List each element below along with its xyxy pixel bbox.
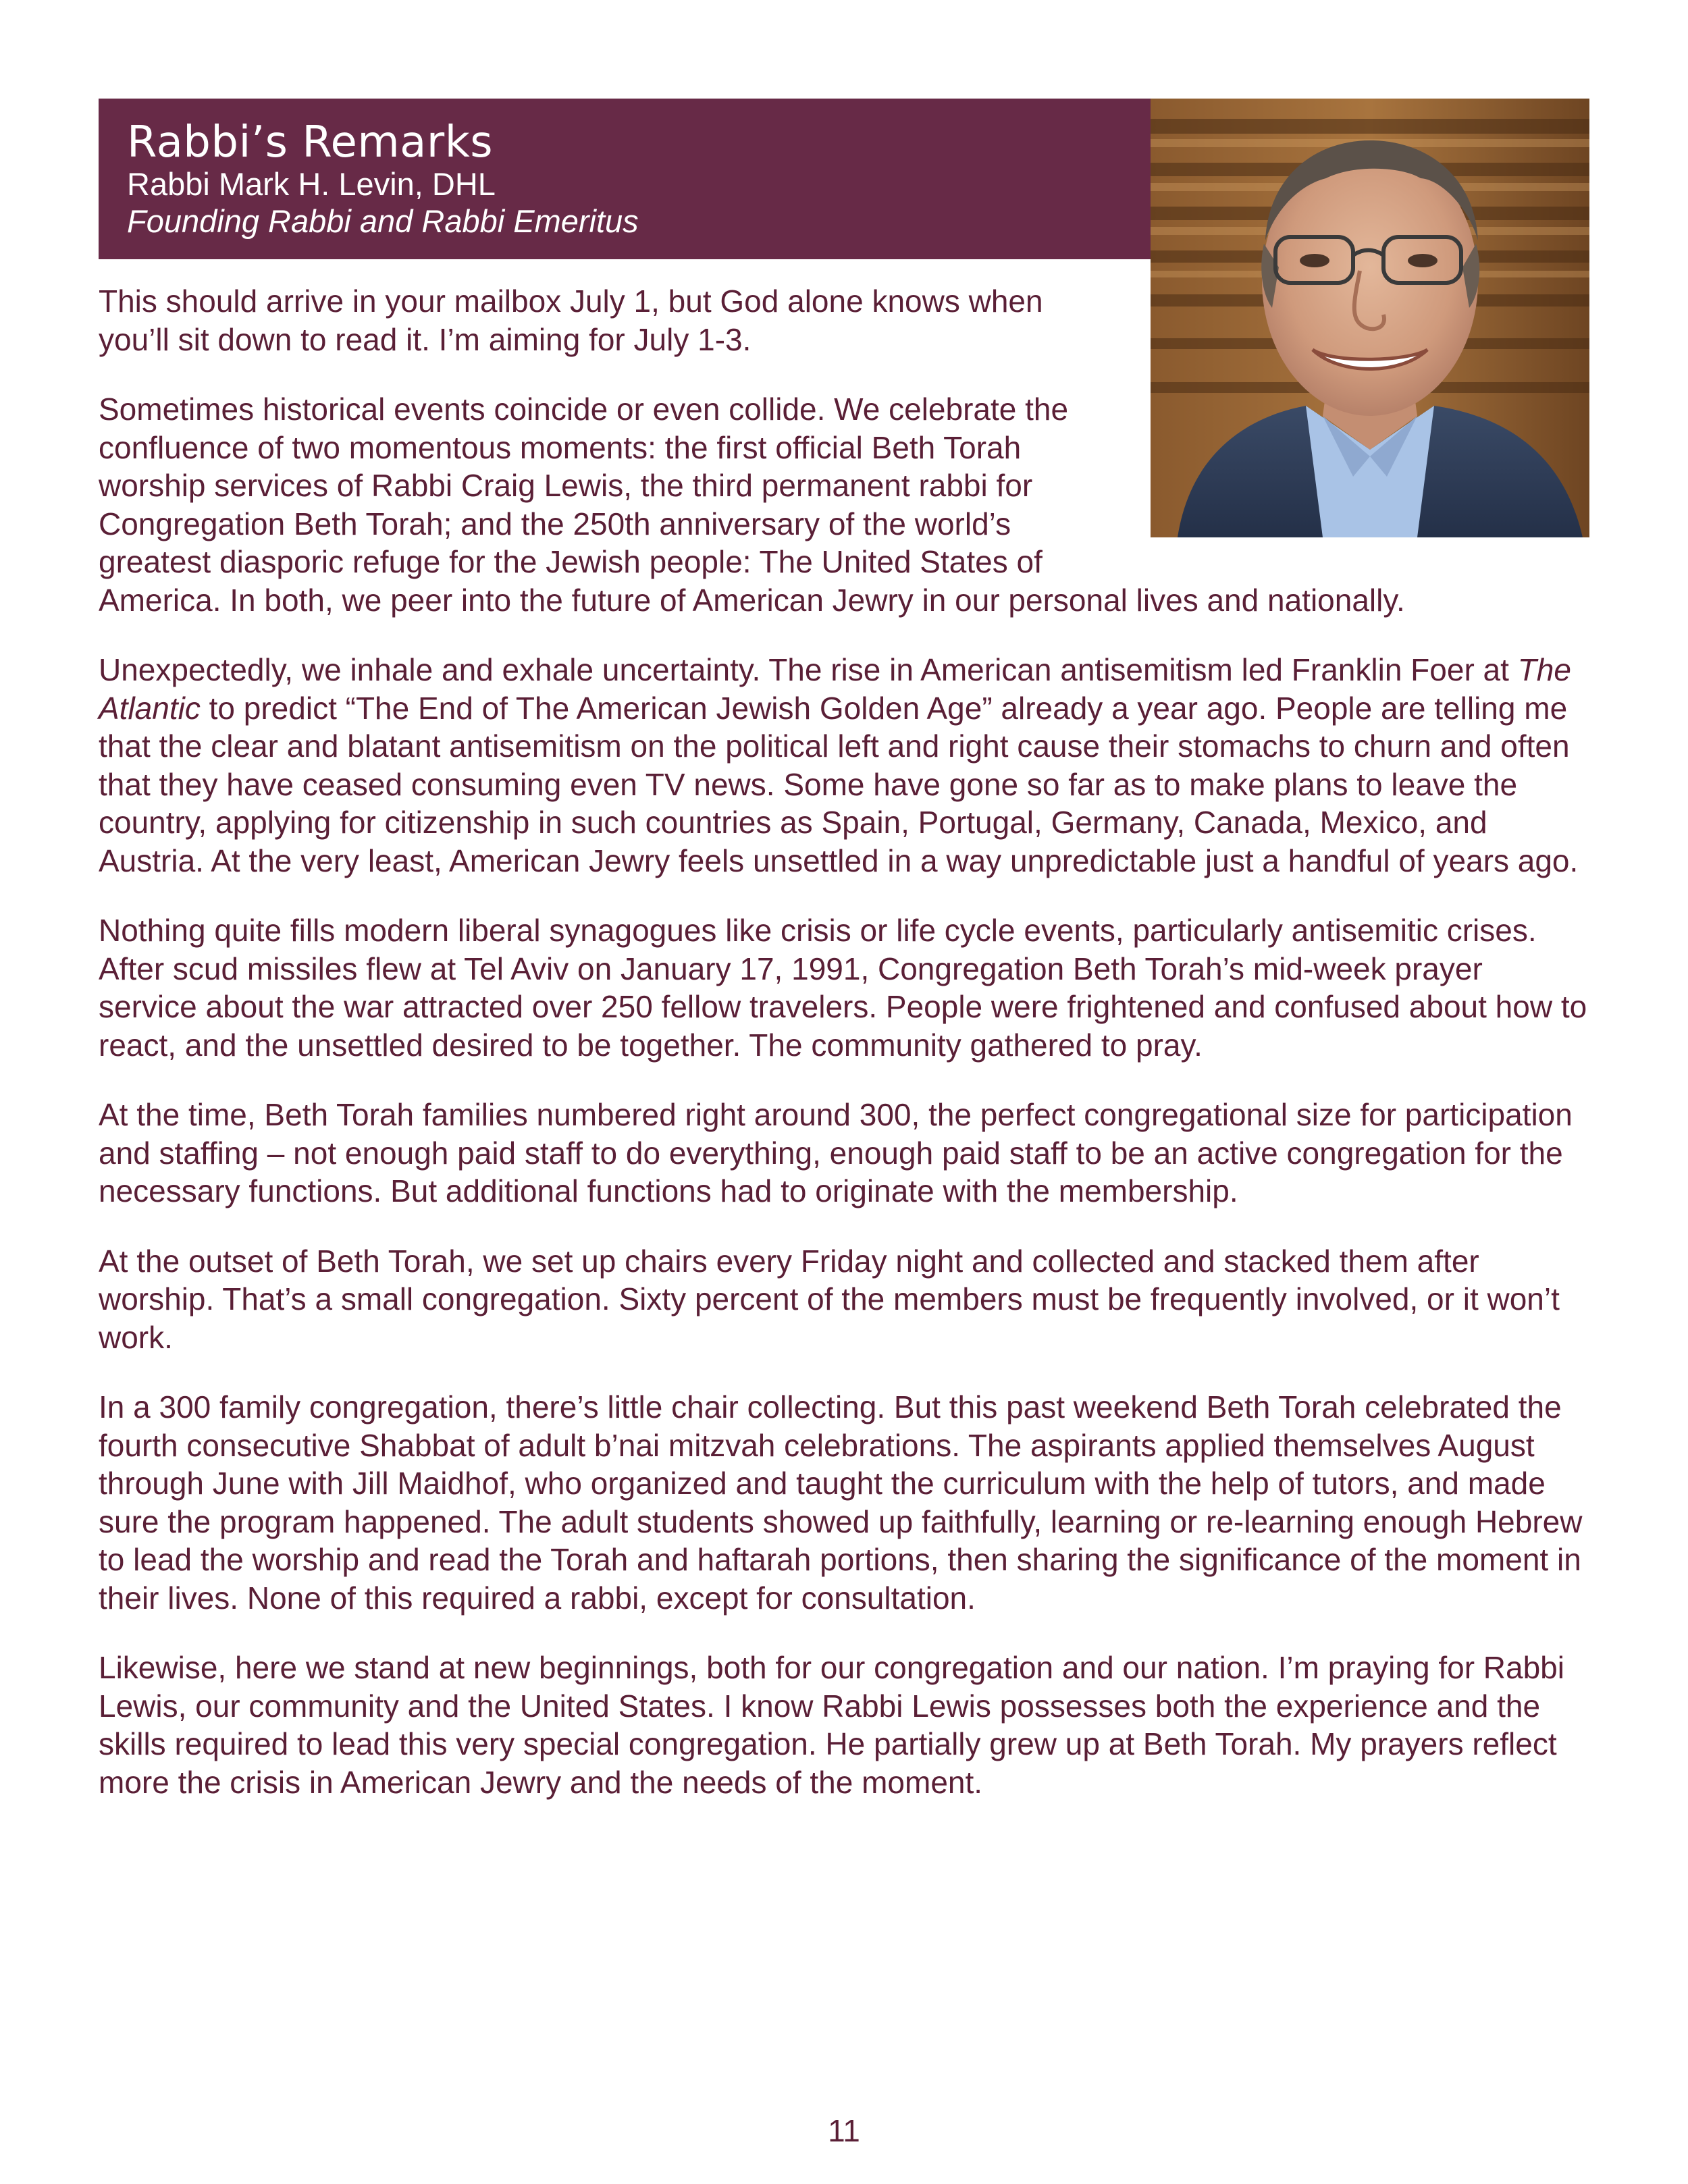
paragraph-7: In a 300 family congregation, there’s little chair collecting. But this past weekend Beth Torah celebrated the fourth consecutive Shabbat of adult b’nai mitzvah celebrations. The aspirants applied themselves August through June with Jill Maidhof, who organized and taught the curriculum with the help of tutors, and made sure the program happened. The adult students showed up faithfully, learning or re-learning enough Hebrew to lead the worship and read the Torah and haftarah portions, then sharing the significance of the moment in their lives. None of this required a rabbi, except for consultation. bbox=[99, 1389, 1583, 1616]
page-number: 11 bbox=[828, 2113, 860, 2148]
paragraph-1: This should arrive in your mailbox July 1, but God alone knows when you’ll sit down to read it. I’m aiming for July 1-3. bbox=[99, 284, 1043, 357]
author-name: Rabbi Mark H. Levin, DHL bbox=[127, 166, 496, 202]
paragraph-4: Nothing quite fills modern liberal synagogues like crisis or life cycle events, particularly antisemitic crises. After scud missiles flew at Tel Aviv on January 17, 1991, Congregation Beth Torah’s mid-week prayer service about the war attracted over 250 fellow travelers. People were frightened and confused about how to react, and the unsettled desired to be together. The community gathered to pray. bbox=[99, 913, 1587, 1063]
paragraph-8: Likewise, here we stand at new beginnings, both for our congregation and our nation. I’m praying for Rabbi Lewis, our community and the United States. I know Rabbi Lewis possesses both the experience and the skills required to lead this very special congregation. He partially grew up at Beth Torah. My prayers reflect more the crisis in American Jewry and the needs of the moment. bbox=[99, 1650, 1564, 1800]
article-body bbox=[99, 282, 1589, 1833]
paragraph-3-text-start: Unexpectedly, we inhale and exhale uncertainty. The rise in American antisemitism led Franklin Foer at bbox=[99, 652, 1518, 687]
photo-wrap-spacer bbox=[1117, 282, 1589, 545]
paragraph-5: At the time, Beth Torah families numbered right around 300, the perfect congregational size for participation and staffing – not enough paid staff to do everything, enough paid staff to be an active congregation for the necessary functions. But additional functions had to originate with the membership. bbox=[99, 1097, 1573, 1208]
paragraph-3 bbox=[99, 651, 1589, 880]
publication-title: The Atlantic bbox=[99, 652, 1571, 726]
paragraph-6: At the outset of Beth Torah, we set up chairs every Friday night and collected and stacked them after worship. That’s a small congregation. Sixty percent of the members must be frequently involved, or it won’t work. bbox=[99, 1243, 1560, 1355]
page-title: Rabbi’s Remarks bbox=[127, 117, 494, 167]
author-role: Founding Rabbi and Rabbi Emeritus bbox=[127, 203, 639, 239]
paragraph-3-text-end: to predict “The End of The American Jewish Golden Age” already a year ago. People are telling me that the clear and blatant antisemitism on the political left and right cause their stomachs to churn and often that they have ceased consuming even TV news. Some have gone so far as to make plans to leave the country, applying for citizenship in such countries as Spain, Portugal, Germany, Canada, Mexico, and Austria. At the very least, American Jewry feels unsettled in a way unpredictable just a handful of years ago. bbox=[99, 690, 1579, 878]
header-band bbox=[99, 99, 1151, 259]
paragraph-2: Sometimes historical events coincide or even collide. We celebrate the confluence of two momentous moments: the first official Beth Torah worship services of Rabbi Craig Lewis, the third permanent rabbi for Congregation Beth Torah; and the 250th anniversary of the world’s greatest diasporic refuge for the Jewish people: The United States of America. In both, we peer into the future of American Jewry in our personal lives and nationally. bbox=[99, 392, 1405, 618]
